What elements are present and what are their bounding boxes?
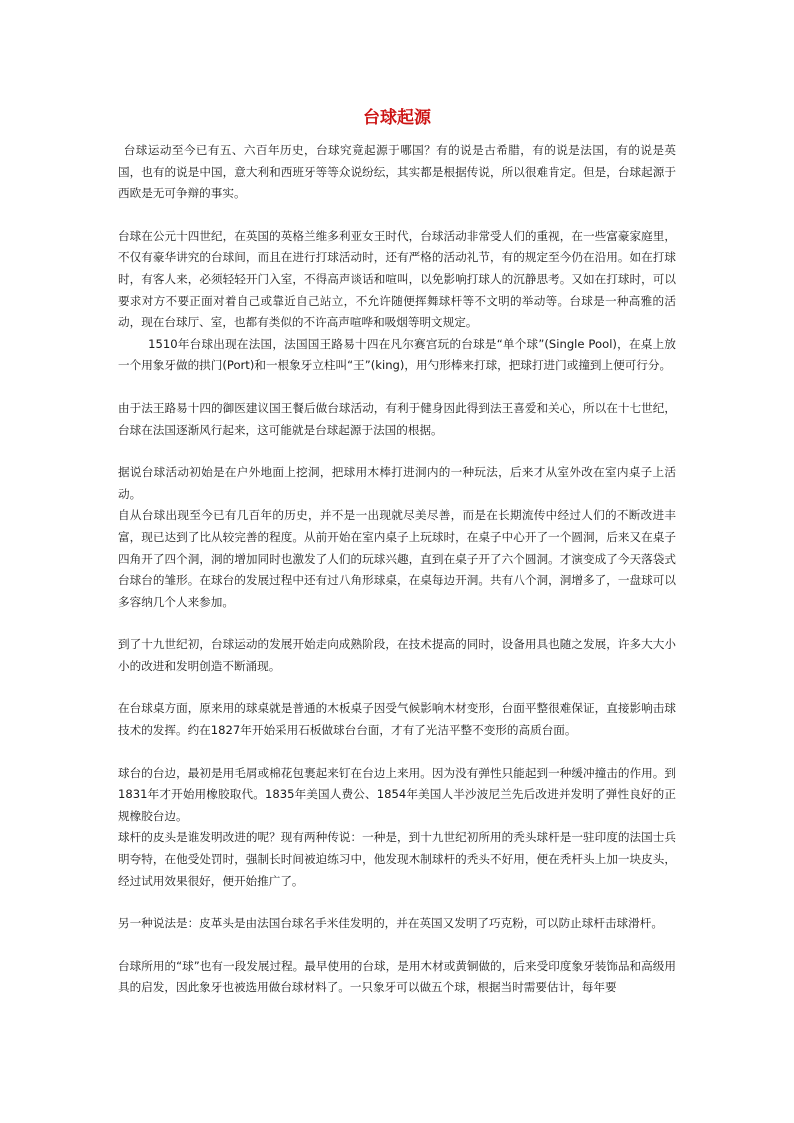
paragraph-gap — [118, 377, 676, 398]
paragraph-england-etiquette: 台球在公元十四世纪，在英国的英格兰维多利亚女王时代，台球活动非常受人们的重视，在一些富豪家庭里，不仅有豪华讲究的台球间，而且在进行打球活动时，还有严格的活动礼节，有的规定至今仍在沿用。如在打球时，有客人来，必须轻轻开门入室，不得高声谈话和喧叫，以免影响打球人的沉静思考。又如在打球时，可以要求对方不要正面对着自己或靠近自己站立，不允许随便挥舞球杆等不文明的举动等。台球是一种高雅的活动，现在台球厅、室，也都有类似的不许高声喧哗和吸烟等明文规定。 — [118, 228, 676, 330]
paragraph-gap — [118, 892, 676, 913]
paragraph-cue-tip: 球杆的皮头是谁发明改进的呢？现有两种传说：一种是，到十九世纪初所用的秃头球杆是一驻印度的法国士兵明夸特，在他受处罚时，强制长时间被迫练习中，他发现木制球杆的秃头不好用，便在秃杆头上加一块皮头，经过试用效果很好，便开始推广了。 — [118, 830, 676, 888]
paragraph-gap — [118, 677, 676, 698]
paragraph-gap — [118, 441, 676, 462]
paragraph-france-1510: 1510年台球出现在法国，法国国王路易十四在凡尔赛宫玩的台球是“单个球”(Single Pool)，在桌上放一个用象牙做的拱门(Port)和一根象牙立柱叫“王”(king)，用勺形棒来打球，把球打进门或撞到上便可行分。 — [118, 336, 676, 373]
document-page — [118, 106, 676, 999]
paragraph-cushions: 球台的台边，最初是用毛屑或棉花包裹起来钉在台边上来用。因为没有弹性只能起到一种缓冲撞击的作用。到1831年才开始用橡胶取代。1835年美国人费公、1854年美国人半沙波尼兰先后改进并发明了弹性良好的正规橡胶台边。 — [118, 765, 676, 823]
document-title: 台球起源 — [363, 108, 431, 128]
paragraph-louis-xiv: 由于法王路易十四的御医建议国王餐后做台球活动，有利于健身因此得到法王喜爱和关心，所以在十七世纪，台球在法国逐渐风行起来，这可能就是台球起源于法国的根据。 — [118, 400, 676, 437]
paragraph-gap — [118, 935, 676, 956]
paragraph-gap — [118, 742, 676, 763]
paragraph-slate-bed: 在台球桌方面，原来用的球桌就是普通的木板桌子因受气候影响木材变形，台面平整很难保证，直接影响击球技术的发挥。约在1827年开始采用石板做球台台面，才有了光洁平整不变形的高质台面。 — [118, 701, 676, 738]
paragraph-19th-century: 到了十九世纪初，台球运动的发展开始走向成熟阶段，在技术提高的同时，设备用具也随之发展，许多大大小小的改进和发明创造不断涌现。 — [118, 637, 676, 673]
paragraph-ball-material: 台球所用的“球”也有一段发展过程。最早使用的台球，是用木材或黄铜做的，后来受印度象牙装饰品和高级用具的启发，因此象牙也被选用做台球材料了。一只象牙可以做五个球，根据当时需要估计，每年要 — [118, 958, 676, 995]
paragraph-origin-debate: 台球运动至今已有五、六百年历史，台球究竟起源于哪国？有的说是古希腊，有的说是法国，有的说是英国，也有的说是中国，意大利和西班牙等等众说纷纭，其实都是根据传说，所以很难肯定。但是，台球起源于西欧是无可争辩的事实。 — [118, 143, 676, 201]
paragraph-gap — [118, 613, 676, 634]
paragraph-outdoor-origin: 据说台球活动初始是在户外地面上挖洞，把球用木棒打进洞内的一种玩法，后来才从室外改在室内桌子上活动。 — [118, 465, 676, 501]
paragraph-chalk: 另一种说法是：皮革头是由法国台球名手米佳发明的，并在英国又发明了巧克粉，可以防止球杆击球滑杆。 — [118, 916, 663, 931]
paragraph-gap — [118, 205, 676, 226]
paragraph-table-pockets: 自从台球出现至今已有几百年的历史，并不是一出现就尽美尽善，而是在长期流传中经过人们的不断改进丰富，现已达到了比从较完善的程度。从前开始在室内桌子上玩球时，在桌子中心开了一个圆洞，后来又在桌子四角开了四个洞，洞的增加同时也激发了人们的玩球兴趣，直到在桌子开了六个圆洞。才演变成了今天落袋式台球台的雏形。在球台的发展过程中还有过八角形球桌，在桌每边开洞。共有八个洞，洞增多了，一盘球可以多容纳几个人来参加。 — [118, 508, 676, 609]
